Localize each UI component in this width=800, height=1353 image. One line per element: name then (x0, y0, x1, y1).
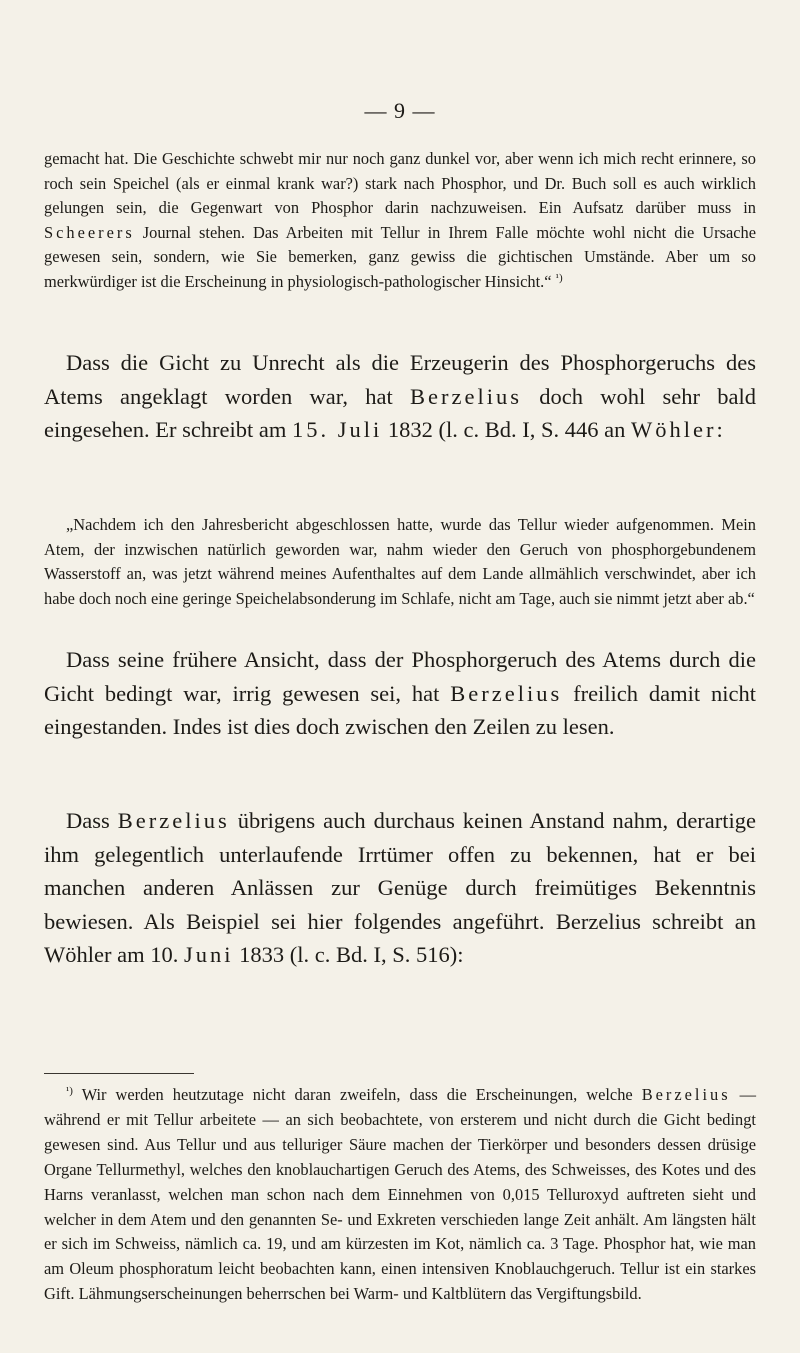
quote-letter-woehler (44, 513, 756, 611)
paragraph-text-c: 1832 (l. c. Bd. I, S. 446 an (387, 417, 626, 443)
quote-name-scheerers: Scheerers (44, 222, 135, 242)
paragraph-text-d: : (716, 417, 723, 443)
paragraph-text-a: Dass die Gicht zu Unrecht als die Erzeugerin des Phosphorgeruchs des Atems angeklagt worden war, hat (44, 350, 756, 409)
name-berzelius: Berzelius (410, 383, 522, 409)
quote-text-part-2: Journal stehen. Das Arbeiten mit Tellur in Ihrem Falle möchte wohl nicht die Ursache gewesen sein, sondern, wie Sie bemerken, ganz gewiss die gichtischen Umstände. Aber um so merkwürdiger ist die Erscheinung in physiologisch-pathologischer Hinsicht.“ (44, 222, 756, 291)
name-berzelius: Berzelius (641, 1085, 731, 1104)
footnote-divider (44, 1073, 194, 1074)
quote-text-part-1: gemacht hat. Die Geschichte schwebt mir nur noch ganz dunkel vor, aber wenn ich mich recht erinnere, so roch sein Speichel (als er einmal krank war?) stark nach Phosphor, und Dr. Buch soll es auch wirklich gelungen sein, die Gegenwart von Phosphor darin nachzuweisen. Ein Aufsatz darüber muss in (44, 149, 756, 218)
paragraph-text-c: 1833 (l. c. Bd. I, S. 516): (239, 942, 464, 968)
name-berzelius: Berzelius (117, 808, 230, 833)
footnote-text-b: — während er mit Tellur arbeitete — an sich beobachtete, von ersterem und nicht durch die Gicht bedingt gewesen sind. Aus Tellur und aus telluriger Säure machen der Tierkörper und besonders dessen drüsige Organe Tellurmethyl, welches den knoblauchartigen Geruch des Atems, des Schweisses, des Kotes und des Harns veranlasst, welchen man schon nach dem Einnehmen von 0,015 Telluroxyd auftreten sieht und welcher in dem Atem und den genannten Se- und Exkreten verschieden lange Zeit anhält. Am längsten hält er sich im Schweiss, nämlich ca. 19, und am kürzesten im Kot, nämlich ca. 3 Tage. Phosphor hat, wie man am Oleum phosphoratum leicht beobachten kann, einen intensiven Knoblauchgeruch. Tellur ist ein starkes Gift. Lähmungserscheinungen beherrschen bei Warm- und Kaltblütern das Vergiftungsbild. (44, 1085, 756, 1304)
name-berzelius: Berzelius (450, 680, 563, 706)
paragraph-text-a: Dass seine frühere Ansicht, dass der Phosphorgeruch des Atems durch die Gicht bedingt war, irrig gewesen sei, hat (44, 647, 756, 706)
date-juli: 15. Juli (292, 417, 383, 443)
paragraph-irrtuemer (44, 804, 756, 972)
paragraph-text-b: doch wohl sehr bald eingesehen. Er schreibt am (44, 383, 757, 443)
quote-continuation (44, 147, 756, 295)
quote-text: „Nachdem ich den Jahresbericht abgeschlossen hatte, wurde das Tellur wieder aufgenommen. Mein Atem, der inzwischen natürlich geworden war, nahm wieder den Geruch von phosphorgebundenem Wasserstoff an, was jetzt während meines Aufenthaltes auf dem Lande allmählich verschwindet, aber ich habe doch noch eine geringe Speichelabsonderung im Schlafe, nicht am Tage, auch sie nimmt jetzt aber ab.“ (44, 515, 756, 608)
paragraph-gicht (44, 346, 756, 447)
month-juni: Juni (183, 942, 234, 968)
footnote-text-a: Wir werden heutzutage nicht daran zweifeln, dass die Erscheinungen, welche (81, 1085, 633, 1104)
footnote-reference: ¹) (555, 271, 563, 284)
footnote-mark: ¹) (66, 1085, 73, 1097)
page-number: — 9 — (364, 98, 436, 123)
paragraph-text-b: freilich damit nicht eingestanden. Indes ist dies doch zwischen den Zeilen zu lesen. (44, 680, 756, 740)
paragraph-ansicht (44, 643, 756, 744)
footnote (44, 1083, 756, 1307)
paragraph-text-a: Dass (66, 808, 110, 833)
paragraph-text-b: übrigens auch durchaus keinen Anstand nahm, derartige ihm gelegentlich unterlaufende Irrtümer offen zu bekennen, hat er bei manchen anderen Anlässen zur Genüge durch freimütiges Bekenntnis bewiesen. Als Beispiel sei hier folgendes angeführt. Berzelius schreibt an Wöhler am 10. (44, 808, 757, 968)
name-woehler: Wöhler (631, 417, 717, 443)
